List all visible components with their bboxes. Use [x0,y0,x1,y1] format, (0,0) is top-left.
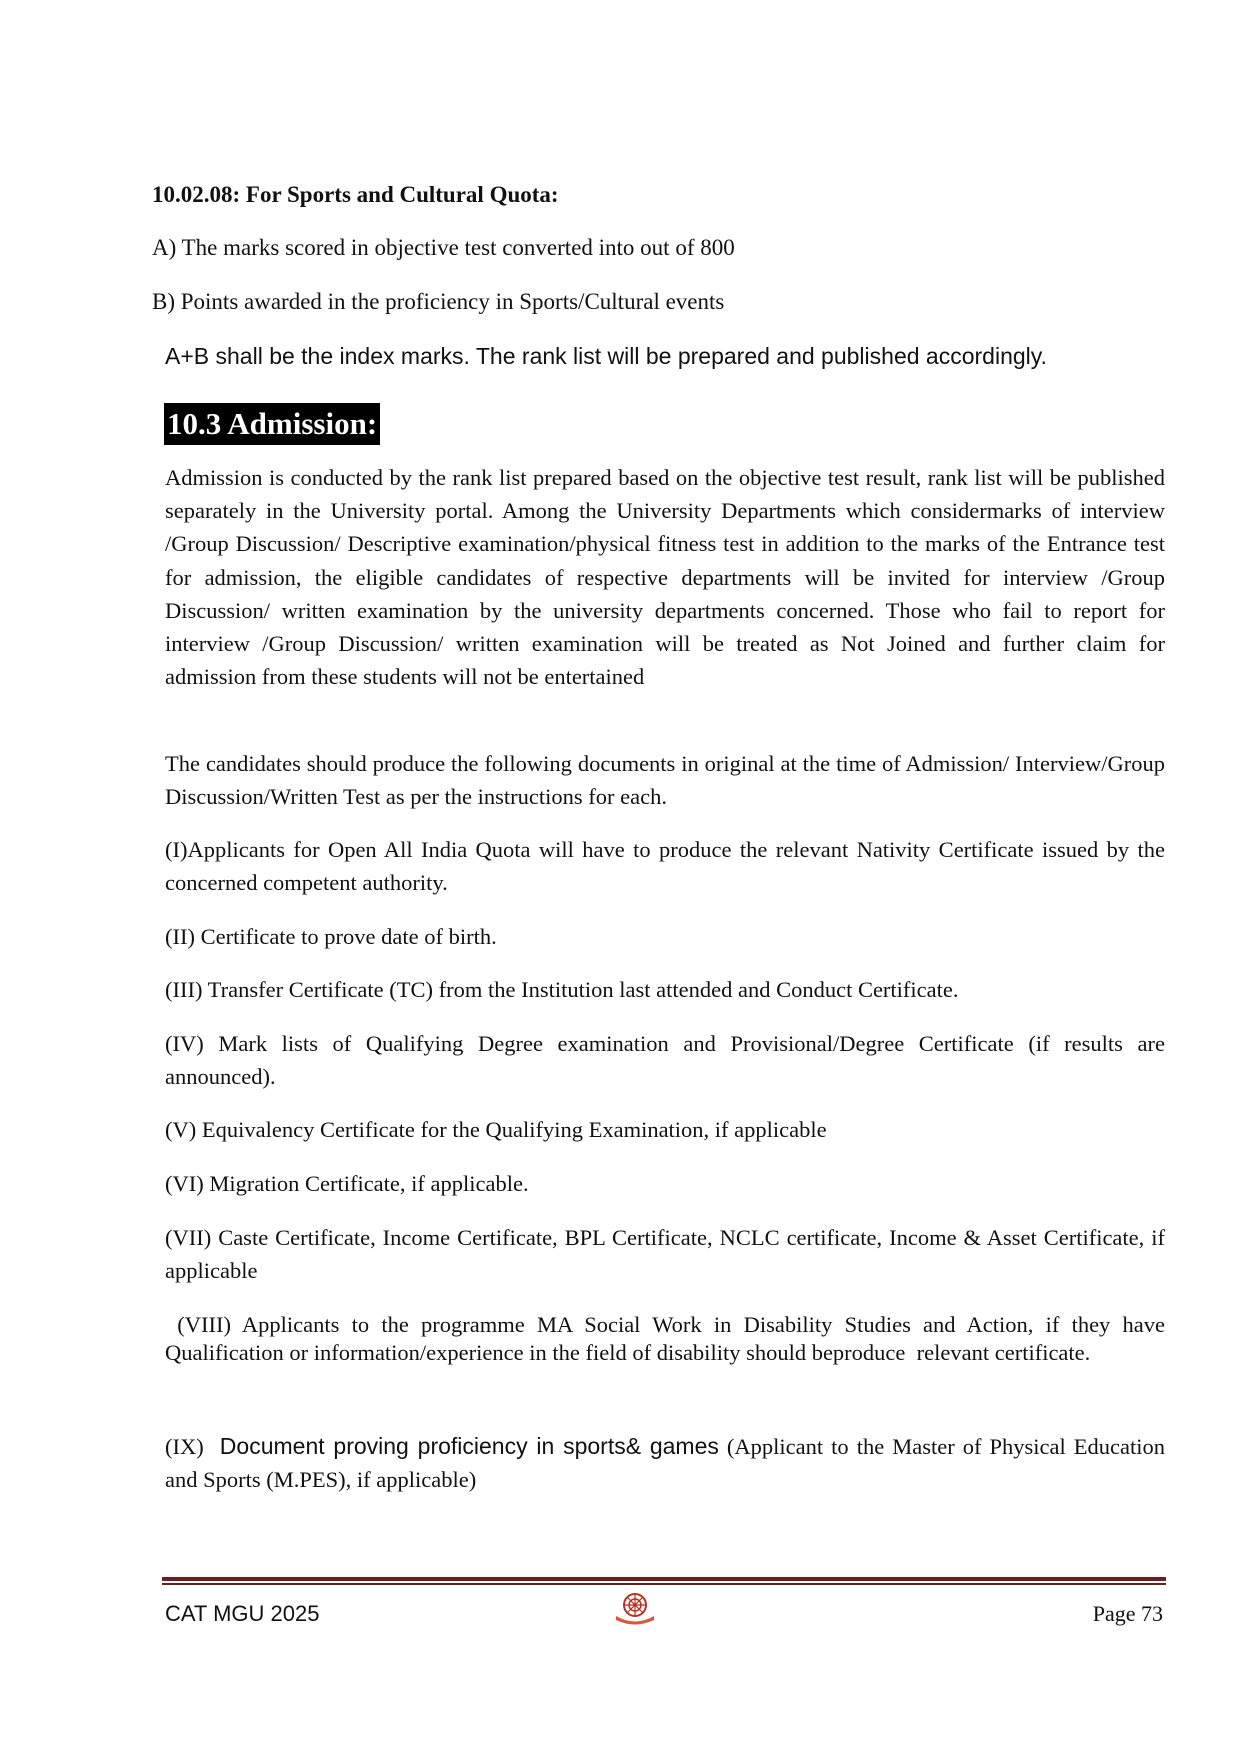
admission-paragraph: Admission is conducted by the rank list prepared based on the objective test result, rank list will be published separately in the University portal. Among the University Departments which considermarks of interview /Group Discussion/ Descriptive examination/physical fitness test in addition to the marks of the Entrance test for admission, the eligible candidates of respective departments will be invited for interview /Group Discussion/ written examination by the university departments concerned. Those who fail to report for interview /Group Discussion/ written examination will be treated as Not Joined and further claim for admission from these students will not be entertained [165,465,1165,690]
document-item: (VII) Caste Certificate, Income Certificate, BPL Certificate, NCLC certificate, Income & Asset Certificate, if applicable [165,1225,1165,1284]
item-ix-sans-text: Document proving proficiency in sports& games [219,1433,719,1459]
section-title: 10.3 Admission: [164,403,380,445]
subsection-heading: 10.02.08: For Sports and Cultural Quota: [152,182,559,207]
document-item-ix [165,1430,1165,1496]
footer-rule [162,1583,1166,1585]
footer-rule [162,1577,1166,1581]
item-ix-rest: (Applicant to the Master of Physical Education and Sports (M.PES), if applicable) [165,1434,1165,1493]
documents-intro-paragraph: The candidates should produce the following documents in original at the time of Admission/ Interview/Group Discussion/Written Test as per the instructions for each. [165,751,1165,810]
document-item: (III) Transfer Certificate (TC) from the Institution last attended and Conduct Certificate. [165,977,959,1002]
index-note: A+B shall be the index marks. The rank list will be prepared and published accordingly. [165,343,1047,369]
document-item: (V) Equivalency Certificate for the Qualifying Examination, if applicable [165,1117,827,1142]
footer-page-number: Page 73 [1092,1601,1163,1626]
document-item: (IV) Mark lists of Qualifying Degree examination and Provisional/Degree Certificate (if results are announced). [165,1031,1165,1090]
item-a: A) The marks scored in objective test converted into out of 800 [152,235,735,260]
document-item: (VI) Migration Certificate, if applicable. [165,1171,529,1196]
document-item: (I)Applicants for Open All India Quota will have to produce the relevant Nativity Certificate issued by the concerned competent authority. [165,837,1165,896]
item-ix-prefix: (IX) [165,1434,220,1459]
footer-left-text: CAT MGU 2025 [165,1601,320,1626]
document-item: (II) Certificate to prove date of birth. [165,924,497,949]
item-b: B) Points awarded in the proficiency in Sports/Cultural events [152,289,725,314]
document-item: (VIII) Applicants to the programme MA Social Work in Disability Studies and Action, if they have Qualification or information/experience in the field of disability should beproduce relevant certificate. [165,1312,1171,1365]
university-emblem-icon [612,1589,658,1625]
